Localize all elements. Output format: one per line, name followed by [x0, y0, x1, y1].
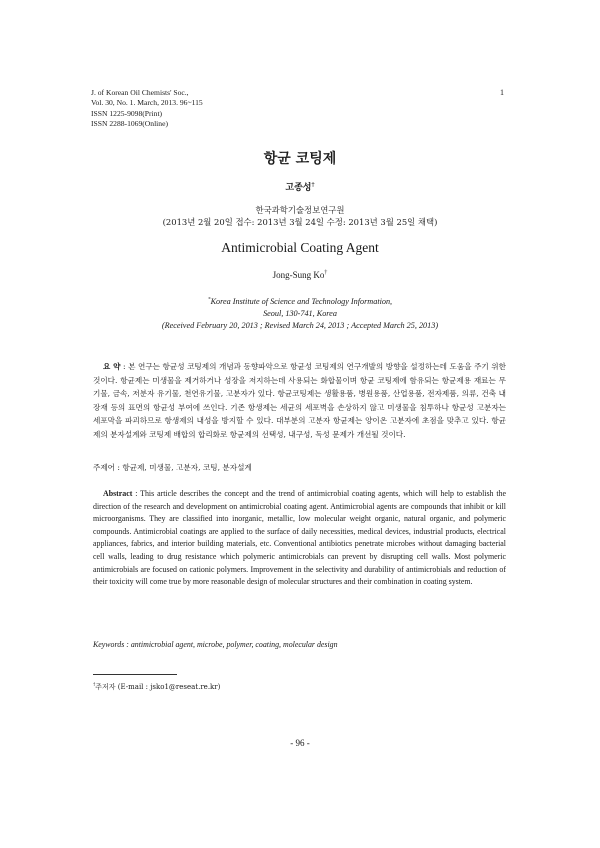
korean-title: 항균 코팅제	[263, 151, 337, 167]
footnote-text: 주저자 (E-mail : jsko1@reseat.re.kr)	[95, 683, 221, 691]
english-abstract-label: Abstract	[103, 489, 133, 498]
english-affiliation-line1	[0, 296, 600, 308]
journal-citation-line2: Vol. 30, No. 1. March, 2013. 96~115	[91, 98, 203, 108]
korean-abstract-text: : 본 연구는 항균성 코팅제의 개념과 동향파악으로 항균성 코팅제의 연구개발의 방향을 설정하는데 도움을 주기 위한 것이다. 항균제는 미생물을 제거하거나 성장을 저지하는데 사용되는 화합물이며 항균 코팅제에 함유되는 항균제용 재료는 무기물, 금속, 저분자 유기물, 천연유기물, 고분자가 있다. 항균코팅제는 생활용품, 병원용품, 산업용품, 전자제품, 의류, 건축 내장재 등의 표면의 항균성 부여에 쓰인다. 기존 항생제는 세균의 세포벽을 손상하지 않고 미생물을 침투하나 항균성 고분자는 세포막을 파괴하므로 항생제의 내성을 방지할 수 있다. 대부분의 고분자 항균제는 양이온 고분자에 초점을 맞추고 있다. 항균제의 분자설계와 코팅제 배합의 합리화로 항균제의 선택성, 내구성, 독성 문제가 개선될 것이다.	[93, 362, 506, 439]
english-author-mark: †	[324, 270, 328, 276]
journal-citation-line1: J. of Korean Oil Chemists' Soc.,	[91, 88, 189, 97]
korean-author	[0, 180, 600, 193]
korean-affiliation: 한국과학기술정보연구원	[255, 205, 345, 215]
english-title: Antimicrobial Coating Agent	[221, 240, 379, 255]
page-footer-number: - 96 -	[290, 738, 310, 748]
english-affiliation-block	[0, 296, 600, 332]
english-author	[0, 270, 600, 280]
english-affiliation-line2: Seoul, 130-741, Korea	[263, 309, 337, 318]
page-number-top: 1	[500, 88, 504, 97]
footnote-mark: †	[93, 682, 96, 688]
affiliation-mark: *	[207, 296, 211, 303]
korean-author-mark: †	[311, 182, 315, 188]
issn-print: ISSN 1225-9098(Print)	[91, 108, 163, 118]
korean-abstract-label: 요 약	[103, 362, 121, 371]
english-abstract	[93, 488, 506, 589]
journal-header	[91, 88, 203, 130]
korean-abstract	[93, 360, 506, 442]
issn-online: ISSN 2288-1069(Online)	[91, 119, 168, 129]
korean-affiliation-block	[0, 205, 600, 228]
footnote-divider	[93, 674, 177, 675]
korean-author-name: 고종성	[285, 183, 312, 193]
footnote	[93, 682, 220, 692]
korean-dates: (2013년 2월 20일 접수: 2013년 3월 24일 수정: 2013년 3월 25일 채택)	[162, 216, 438, 227]
english-abstract-text: : This article describes the concept and the trend of antimicrobial coating agents, which will help to establish the direction of the research and development on antimicrobial coating agent. Antimicrobial agents are compounds that inhibit or kill microorganisms. They are classified into inorganic, metallic, low molecular weight organic, natural organic, and polymeric compounds. Antimicrobial coatings are applied to the surface of daily necessities, medical devices, industrial products, electrical appliances, fabrics, and interior building materials, etc. Conventional antibiotics penetrate microbes without damaging bacterial cell walls, leading to drug resistance which polymeric antimicrobials can prevent by disrupting cell walls. Most polymeric antimicrobials are focused on cationic polymers. Improvement in the selectivity and durability of antimicrobials and reduction of their toxicity will come true by more reasonable design of molecular structures and their combination in coating system.	[93, 489, 506, 587]
english-author-name: Jong-Sung Ko	[272, 270, 325, 280]
korean-keywords: 주제어 : 항균제, 미생물, 고분자, 코팅, 분자설계	[93, 463, 252, 472]
english-keywords: Keywords : antimicrobial agent, microbe, polymer, coating, molecular design	[93, 640, 338, 649]
english-dates: (Received February 20, 2013 ; Revised March 24, 2013 ; Accepted March 25, 2013)	[161, 321, 439, 330]
english-affiliation-text: Korea Institute of Science and Technology Information,	[210, 297, 393, 306]
